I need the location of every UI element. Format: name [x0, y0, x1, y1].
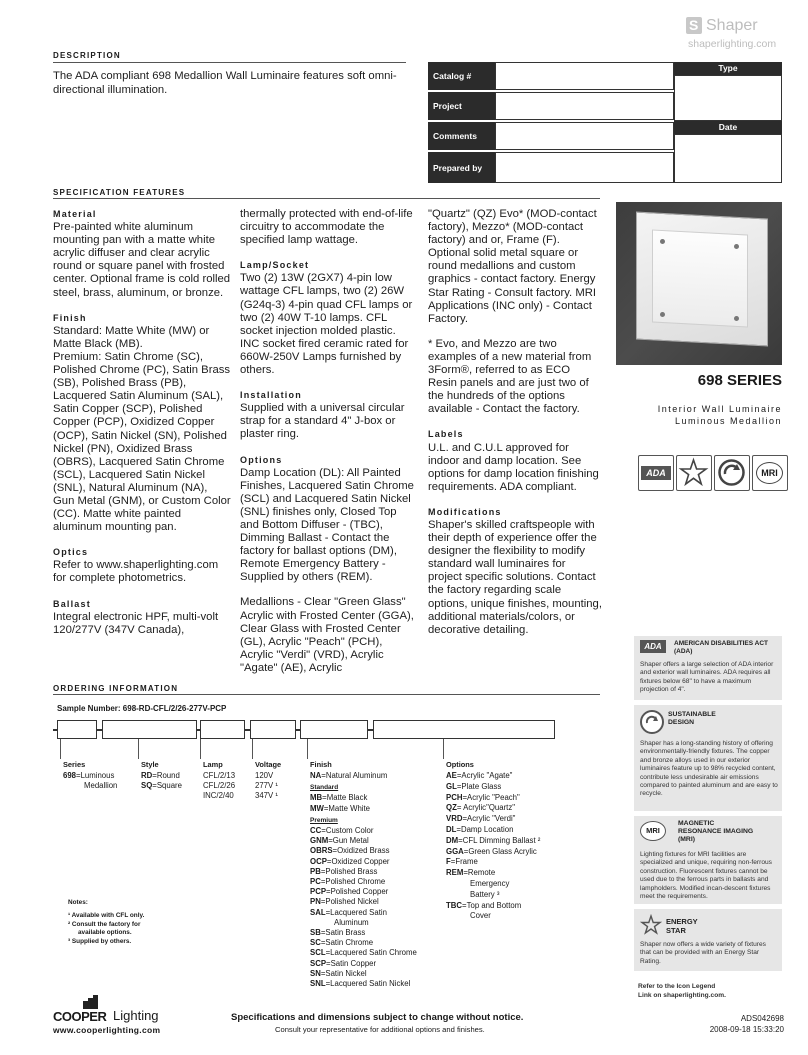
- connector: [443, 739, 444, 759]
- option-item: [446, 836, 540, 847]
- notes: [68, 899, 144, 946]
- energy-star-card: [634, 909, 782, 971]
- spec-rule: [53, 198, 600, 199]
- option-item: [446, 857, 540, 868]
- ballast-tail: thermally protected with end-of-life circuitry to accommodate the specified lamp wattage.: [240, 208, 413, 247]
- finish-code: GNM: [310, 836, 329, 846]
- comments-row: [428, 122, 674, 150]
- finish-desc: =Polished Copper: [326, 887, 389, 897]
- finish-item: [310, 846, 417, 856]
- finish-label: Finish: [310, 760, 332, 769]
- options-label: Options: [446, 760, 474, 769]
- doc-id: ADS042698: [740, 1014, 784, 1023]
- finish-code: PN: [310, 897, 321, 907]
- finish-desc: =Oxidized Copper: [326, 856, 390, 866]
- options-text-1: Damp Location (DL): All Painted Finishes, Lacquered Satin Chrome (SCL) and Lacquered Satin Nickel (SNL) finishes only, Closed Top and Bottom Diffuser - (TBC), Dimming Ballast - Contact the factory for ballast options (DM), Remote Emergency Battery - Supplied by others (REM).: [240, 466, 414, 584]
- finish-code: SN: [310, 968, 321, 978]
- finish-code: CC: [310, 826, 322, 836]
- option-desc: =Acrylic "Agate": [456, 771, 513, 780]
- finish-item: [310, 857, 417, 867]
- finish-item: [310, 928, 417, 938]
- star-icon: [677, 456, 710, 489]
- finish-item: [310, 867, 417, 877]
- voltage-list: [255, 771, 278, 802]
- finish-item: [310, 959, 417, 969]
- finish-code: MB: [310, 793, 323, 803]
- sample-number: Sample Number: 698-RD-CFL/2/26-277V-PCP: [57, 704, 227, 713]
- voltage-item: 120V: [255, 771, 274, 780]
- option-code: PCH: [446, 792, 463, 802]
- product-line-2: Luminous Medallion: [674, 416, 782, 426]
- mri-card-icon: MRI: [640, 821, 666, 841]
- option-item: [446, 793, 540, 804]
- notice-text: Specifications and dimensions subject to change without notice.: [231, 1012, 524, 1023]
- type-label: Type: [674, 62, 782, 75]
- option-desc: Battery ³: [470, 889, 500, 899]
- ballast-text: Integral electronic HPF, multi-volt 120/277V (347V Canada),: [53, 610, 219, 636]
- finish-desc: =Custom Color: [321, 826, 374, 836]
- finish-desc: =Matte White: [323, 803, 371, 813]
- connector: [200, 739, 201, 759]
- option-desc: =Acrylic "Peach": [462, 792, 520, 802]
- finish-code: SNL: [310, 979, 326, 989]
- finish-desc: =Oxidized Brass: [332, 846, 390, 856]
- option-desc: =Top and Bottom: [462, 900, 522, 910]
- cooper-logo-icon: [83, 995, 97, 1009]
- finish-item: [310, 887, 417, 897]
- voltage-box[interactable]: [250, 720, 296, 739]
- sustainable-card-icon: [640, 710, 664, 734]
- catalog-row: [428, 62, 674, 90]
- mri-card-title: MAGNETIC RESONANCE IMAGING (MRI): [678, 820, 754, 843]
- comments-input[interactable]: [495, 122, 674, 150]
- mri-badge-icon: [752, 455, 788, 491]
- option-item: [446, 890, 540, 901]
- option-desc: =Plate Glass: [456, 781, 502, 791]
- finish-code: PC: [310, 877, 321, 887]
- option-desc: Cover: [470, 911, 491, 921]
- finish-item: [310, 969, 417, 979]
- option-desc: =Remote: [463, 868, 496, 878]
- product-photo: [616, 202, 782, 365]
- options-text-2-tail: "Quartz" (QZ) Evo* (MOD-contact factory), Mezzo* (MOD-contact factory) and or, Frame (F). Optional solid metal square or round medallions and custom graphics - contact factory. Energy Star Rating - Consult factory. MRI Applications (INC only) - Contact Factory.: [428, 208, 597, 325]
- ordering-heading: ORDERING INFORMATION: [53, 684, 179, 693]
- mri-badge-text: MRI: [756, 462, 783, 484]
- catalog-input[interactable]: [495, 62, 674, 90]
- style-item: [141, 781, 182, 791]
- ballast-heading: Ballast: [53, 598, 91, 609]
- recycle-icon: [715, 456, 748, 489]
- lamp-heading: Lamp/Socket: [240, 260, 310, 271]
- style-desc: =Square: [152, 781, 182, 791]
- brand-url: shaperlighting.com: [688, 38, 777, 50]
- optics-heading: Optics: [53, 547, 89, 558]
- style-item: [141, 771, 182, 781]
- prepared-label: Prepared by: [428, 152, 495, 183]
- style-label: Style: [141, 760, 159, 769]
- product-series: 698 SERIES: [697, 372, 782, 389]
- sustainable-card-text: Shaper has a long-standing history of offering environmentally-friendly fixtures. The copper and bronze alloys used in our exterior luminaires feature up to 98% recycled content, contribute less undesirable air emissions compared to painted aluminum and are easy to recycle.: [640, 740, 778, 798]
- type-input[interactable]: [674, 75, 782, 121]
- options-heading: Options: [240, 454, 283, 465]
- prepared-input[interactable]: [495, 152, 674, 183]
- ada-badge-icon: [638, 455, 674, 491]
- series-label: Series: [63, 760, 86, 769]
- project-input[interactable]: [495, 92, 674, 120]
- option-code: F: [446, 857, 451, 867]
- energy-star-card-title: ENERGY STAR: [666, 917, 698, 935]
- recycle-icon: [642, 712, 662, 732]
- finish-item: [310, 918, 417, 928]
- series-code: 698: [63, 771, 77, 780]
- finish-item: [310, 897, 417, 907]
- project-label: Project: [428, 92, 495, 120]
- consult-text: Consult your representative for additional options and finishes.: [275, 1025, 485, 1034]
- screw-icon: [660, 312, 665, 317]
- option-code: DM: [446, 835, 459, 845]
- description-heading: DESCRIPTION: [53, 51, 121, 60]
- finish-code: NA: [310, 771, 322, 780]
- finish-item: [310, 908, 417, 918]
- finish-code: SCP: [310, 958, 327, 968]
- labels-text: U.L. and C.U.L approved for indoor and damp location. See options for damp location finishing requirements. ADA compliant.: [428, 441, 599, 493]
- finish-code: OBRS: [310, 846, 333, 856]
- finish-heading: Finish: [53, 312, 87, 323]
- lighting-text: Lighting: [113, 1008, 159, 1023]
- finish-desc: =Lacquered Satin Nickel: [325, 979, 411, 989]
- screw-icon: [734, 316, 739, 321]
- series-list: [63, 771, 117, 791]
- option-desc: =Frame: [450, 857, 478, 867]
- options-box[interactable]: [373, 720, 555, 739]
- sustainable-card: [634, 705, 782, 811]
- icon-legend-line-1: Refer to the Icon Legend: [638, 983, 716, 990]
- finish-code: SAL: [310, 907, 326, 917]
- optics-text: Refer to www.shaperlighting.com for complete photometrics.: [53, 559, 219, 585]
- shaper-logo: [686, 17, 786, 51]
- modifications-text: Shaper's skilled craftspeople with their depth of experience offer the designer the flexibility to modify standard wall luminaires for project specific solutions. Contact the factory regarding scale options, unique finishes, mounting, additional materials/colors, or decorative detailing.: [428, 518, 602, 636]
- option-item: [446, 771, 540, 782]
- energy-star-badge-icon: [676, 455, 712, 491]
- voltage-label: Voltage: [255, 760, 282, 769]
- voltage-item: 347V ¹: [255, 791, 278, 801]
- note-1: ¹ Available with CFL only.: [68, 912, 145, 920]
- ada-card-icon: ADA: [640, 640, 666, 653]
- date-label: Date: [674, 121, 782, 134]
- series-item: [63, 781, 117, 791]
- notes-label: Notes:: [68, 899, 88, 906]
- option-code: TBC: [446, 900, 463, 910]
- finish-standard-label: Standard: [310, 784, 339, 792]
- options-text-3: * Evo, and Mezzo are two examples of a new material from 3Form®, referred to as ECO Resin panels and are just two of the hundreds of the options available - Contact the factory.: [428, 337, 592, 416]
- option-item: [446, 847, 540, 858]
- option-desc: Emergency: [470, 878, 510, 888]
- finish-item: [310, 793, 417, 803]
- option-item: [446, 901, 540, 912]
- ada-card: [634, 636, 782, 700]
- energy-star-card-text: Shaper now offers a wide variety of fixtures that can be provided with an Energy Star Rating.: [640, 941, 766, 965]
- product-line-1: Interior Wall Luminaire: [657, 404, 782, 414]
- recycle-badge-icon: [714, 455, 750, 491]
- option-desc: =Damp Location: [456, 824, 514, 834]
- finish-item: [310, 938, 417, 948]
- option-item: [446, 814, 540, 825]
- finish-desc: =Satin Chrome: [320, 938, 374, 948]
- description-rule: [53, 62, 406, 63]
- finish-desc: =Polished Chrome: [320, 877, 386, 887]
- series-desc: =Luminous: [76, 771, 115, 780]
- connector: [252, 739, 253, 759]
- option-code: VRD: [446, 814, 463, 824]
- lamp-label: Lamp: [203, 760, 223, 769]
- option-item: [446, 825, 540, 836]
- style-code: RD: [141, 771, 153, 780]
- voltage-item: 277V ¹: [255, 781, 278, 791]
- energy-star-card-icon: [640, 914, 662, 936]
- finish-desc: =Natural Aluminum: [321, 771, 388, 780]
- option-desc: =Green Glass Acrylic: [463, 846, 537, 856]
- cooper-text: COOPER: [53, 1009, 107, 1024]
- modifications-heading: Modifications: [428, 506, 502, 517]
- style-list: [141, 771, 182, 791]
- finish-desc: =Polished Brass: [320, 866, 378, 876]
- spec-column-2-content: [240, 208, 418, 675]
- mri-card-text: Lighting fixtures for MRI facilities are specialized and unique, requiring non-ferrous construction. Fluorescent fixtures cannot be used due to the ferrous parts in ballasts and lampholders. Modified incan-descent fixtures meet the requirements.: [640, 851, 772, 901]
- comments-label: Comments: [428, 122, 495, 150]
- lamp-box[interactable]: [200, 720, 245, 739]
- finish-item: [310, 804, 417, 814]
- finish-desc: =Gun Metal: [328, 836, 369, 846]
- style-desc: =Round: [152, 771, 180, 780]
- doc-date: 2008-09-18 15:33:20: [709, 1025, 784, 1034]
- install-text: Supplied with a universal circular strap for a standard 4" J-box or plaster ring.: [240, 402, 405, 441]
- logo-block: [93, 995, 98, 1009]
- lamp-text: Two (2) 13W (2GX7) 4-pin low wattage CFL lamps, two (2) 26W (G24q-3) 4-pin quad CFL lamps or two (2) 40W T-10 lamps. CFL socket injection molded plastic. INC socket fired ceramic rated for 660W-250V Lamps furnished by others.: [240, 272, 413, 377]
- finish-desc: =Satin Nickel: [320, 968, 367, 978]
- finish-desc: =Satin Brass: [320, 928, 366, 938]
- finish-item: [310, 979, 417, 989]
- finish-code: MW: [310, 803, 324, 813]
- option-item: [446, 803, 540, 814]
- spec-heading: SPECIFICATION FEATURES: [53, 188, 186, 197]
- finish-desc: =Polished Nickel: [320, 897, 379, 907]
- option-desc: =CFL Dimming Ballast ²: [458, 835, 541, 845]
- finish-item: [310, 836, 417, 846]
- note-2b: available options.: [78, 929, 132, 937]
- style-box[interactable]: [102, 720, 197, 739]
- screw-icon: [660, 239, 665, 244]
- finish-code: PCP: [310, 887, 327, 897]
- lamp-item: CFL/2/13: [203, 771, 236, 780]
- connector: [307, 739, 308, 759]
- finish-code: SCL: [310, 948, 326, 958]
- note-3: ³ Supplied by others.: [68, 937, 132, 945]
- lamp-item: INC/2/40: [203, 791, 234, 801]
- material-heading: Material: [53, 209, 97, 219]
- sustainable-card-title: SUSTAINABLE DESIGN: [668, 711, 716, 726]
- lamp-list: [203, 771, 235, 802]
- brand-name: Shaper: [706, 17, 758, 34]
- option-code: AE: [446, 771, 457, 780]
- finish-premium-label: Premium: [310, 816, 338, 824]
- spec-column-1: [53, 208, 231, 637]
- finish-code: PB: [310, 866, 321, 876]
- option-code: GGA: [446, 846, 464, 856]
- finish-desc: =Satin Copper: [326, 958, 377, 968]
- option-item: [446, 782, 540, 793]
- cooper-logo: [53, 995, 173, 1025]
- ada-card-text: Shaper offers a large selection of ADA interior and exterior wall luminaires. ADA requires all fixtures below 68" to have a maximum projection of 4".: [640, 661, 774, 694]
- connector: [138, 739, 139, 759]
- option-code: QZ: [446, 803, 457, 813]
- mri-card: [634, 816, 782, 904]
- finish-box[interactable]: [300, 720, 368, 739]
- icon-legend-line-2: Link on shaperlighting.com.: [638, 992, 726, 999]
- material-text: Pre-painted white aluminum mounting pan with a matte white acrylic diffuser and clear acrylic round or square panel with frosted center. Optional frame is cold rolled steel, brass, aluminum, or bronze.: [53, 221, 231, 299]
- option-code: GL: [446, 781, 457, 791]
- series-box[interactable]: [57, 720, 97, 739]
- date-input[interactable]: [674, 134, 782, 183]
- ada-card-title: AMERICAN DISABILITIES ACT (ADA): [674, 640, 769, 655]
- connector: [60, 739, 61, 759]
- star-icon: [640, 914, 662, 936]
- finish-premium-list: [310, 826, 417, 989]
- project-row: [428, 92, 674, 120]
- finish-code: SC: [310, 938, 321, 948]
- note-2: ² Consult the factory for: [68, 920, 141, 928]
- series-desc: Medallion: [84, 781, 118, 791]
- catalog-label: Catalog #: [428, 62, 495, 90]
- options-text-2: Medallions - Clear "Green Glass" Acrylic with Frosted Center (GGA), Clear Glass with Frosted Center (GL), Acrylic "Peach" (PCH), Acrylic "Verdi" (VRD), Acrylic "Agate" (AE), Acrylic: [240, 596, 414, 674]
- option-item: [446, 879, 540, 890]
- finish-item: [310, 826, 417, 836]
- labels-heading: Labels: [428, 429, 464, 440]
- ada-badge-text: ADA: [641, 466, 671, 480]
- screw-icon: [734, 244, 739, 249]
- option-item: [446, 911, 540, 922]
- spec-column-3: [428, 208, 602, 637]
- options-list: [446, 771, 540, 922]
- finish-desc: Aluminum: [334, 917, 369, 927]
- finish-item: [310, 948, 417, 958]
- finish-code: SB: [310, 928, 321, 938]
- finish-desc: =Lacquered Satin Chrome: [325, 948, 417, 958]
- description-text: The ADA compliant 698 Medallion Wall Luminaire features soft omni-directional illumination.: [53, 70, 397, 96]
- finish-desc: =Lacquered Satin: [325, 907, 387, 917]
- finish-premium-text: Premium: Satin Chrome (SC), Polished Chrome (PC), Satin Brass (SB), Polished Brass (PB), Lacquered Satin Aluminum (SAL), Satin Copper (SCP), Polished Copper (PCP), Oxidized Copper (OCP), Satin Nickel (SN), Polished Nickel (PN), Oxidized Brass (OBRS), Lacquered Satin Chrome (SCL), Lacquered Satin Nickel (SNL), Natural Aluminum (NA), Gun Metal (GNM), or Custom Color (CC). Matte white painted aluminum mounting pan.: [53, 350, 231, 534]
- prepared-row: [428, 152, 674, 183]
- finish-standard-text: Standard: Matte White (MW) or Matte Black (MB).: [53, 324, 210, 350]
- cooper-url[interactable]: www.cooperlighting.com: [53, 1025, 161, 1035]
- shaper-logo-s-icon: S: [689, 17, 699, 33]
- finish-code: OCP: [310, 856, 327, 866]
- option-code: REM: [446, 868, 464, 878]
- option-code: DL: [446, 824, 457, 834]
- finish-item: [310, 877, 417, 887]
- option-item: [446, 868, 540, 879]
- finish-item: [310, 771, 417, 781]
- series-item: [63, 771, 117, 781]
- ordering-rule: [53, 694, 600, 695]
- option-desc: = Acrylic"Quartz": [456, 803, 516, 813]
- finish-list: [310, 771, 417, 989]
- lamp-item: CFL/2/26: [203, 781, 236, 791]
- install-heading: Installation: [240, 390, 302, 401]
- finish-desc: =Matte Black: [322, 793, 368, 803]
- style-code: SQ: [141, 781, 153, 791]
- option-desc: =Acrylic "Verdi": [462, 814, 516, 824]
